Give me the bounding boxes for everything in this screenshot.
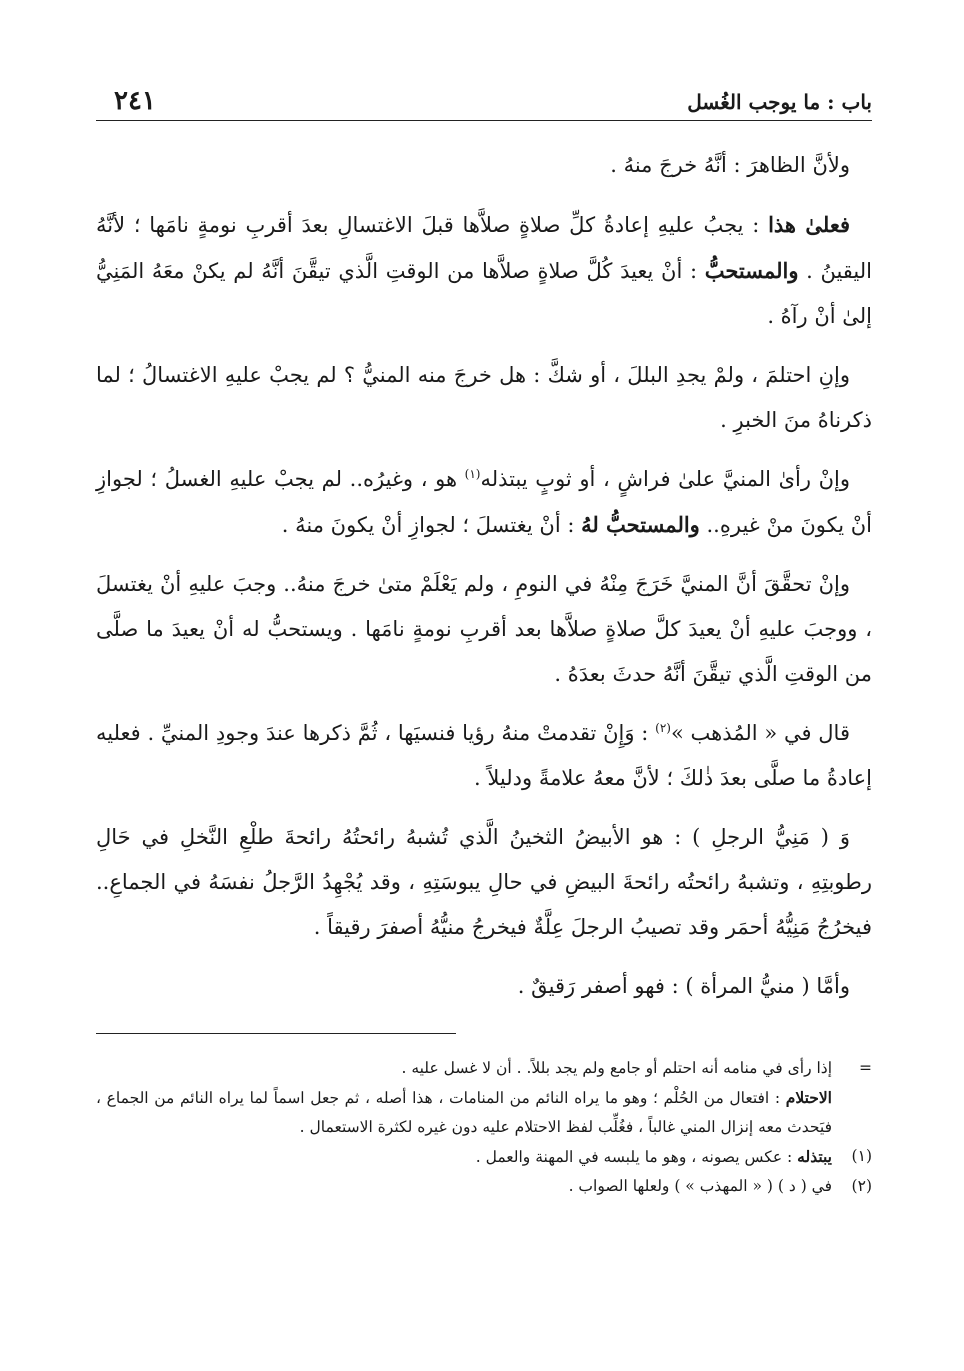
footnote-text: : عكس يصونه ، وهو ما يلبسه في المهنة والعمل . (475, 1148, 798, 1166)
paragraph-text: وَ ( مَنِيُّ الرجلِ ) : هو الأبيضُ الثخينُ الَّذي تُشبهُ رائحتُهُ رائحةَ طلْعِ النَّخلِ في حَالِ رطوبتِهِ ، وتشبهُ رائحتُه رائحةَ البيضِ في حالِ يبوسَتِهِ ، وقد يُجْهِدُ الرَّجلُ نفسَهُ في الجماعِ.. فيخرُجُ مَنِيُّهُ أحمَر وقد تصيبُ الرجلَ عِلَّةٌ فيخرجُ منيُّهُ أصفرَ رقيقاً . (96, 825, 872, 939)
paragraph-text: وإنْ رأىٰ المنيَّ علىٰ فراشٍ ، أو ثوبٍ يبتذله (480, 467, 851, 491)
paragraph-text: : يجبُ عليهِ إعادةُ كلِّ صلاةٍ صلاَّها قبلَ الاغتسالِ بعدَ أقربِ نومةٍ نامَها ؛ لأنَّهُ اليقينُ . (96, 213, 872, 283)
footnote-text: في ( د ) ( « المهذب » ) ولعلها الصواب . (568, 1177, 832, 1195)
body-paragraph (96, 562, 872, 697)
page (96, 80, 872, 1201)
bold-term: فعلىٰ هذا (768, 212, 850, 237)
body-paragraph (96, 353, 872, 443)
paragraph-text: هو ، وغيرُه.. لم يجبْ عليهِ الغسلُ ؛ لجوازِ أنْ يكونَ منْ غيرهِ.. (96, 467, 872, 537)
paragraph-text: وإنْ تحقَّقَ أنَّ المنيَّ خَرَجَ مِنْهُ في النومِ ، ولم يَعْلَمْ متىٰ خرجَ منهُ.. وجبَ عليهِ أنْ يغتسلَ ، ووجبَ عليهِ أنْ يعيدَ كلَّ صلاةٍ صلاَّها بعد أقربِ نومةٍ نامَها . ويستحبُّ له أنْ يعيدَ ما صلَّى من الوقتِ الَّذي تيقَّنَ أنَّهُ حدثَ بعدَهُ . (96, 572, 872, 686)
footnote-continuation-text: إذا رأى في منامه أنه احتلم أو جامع ولم يجد بللاً. . أن لا غسل عليه . (401, 1059, 832, 1077)
body-paragraph (96, 815, 872, 950)
paragraph-text: : أنْ يغتسلَ ؛ لجوازِ أنْ يكونَ منهُ . (281, 513, 582, 537)
body-text (96, 143, 872, 1009)
bold-term: والمستحبُّ لهُ (581, 512, 700, 537)
footnote-continuation (96, 1054, 872, 1083)
footnotes (96, 1054, 872, 1201)
footnote-definition-text: : افتعال من الحُلْم ؛ وهو ما يراه النائم من المنامات ، هذا أصله ، ثم جعل اسماً لما يراه النائم من الجماع ، فيَحدث معه إنزال المني غالباً ، فغُلِّب لفظ الاحتلام عليه دون غيره لكثرة الاستعمال . (96, 1089, 832, 1136)
body-paragraph (96, 143, 872, 188)
bold-term: والمستحبُّ (704, 258, 799, 283)
body-paragraph (96, 711, 872, 801)
footnote-reference: (١) (464, 467, 481, 481)
footnote-definition (96, 1083, 872, 1142)
body-paragraph (96, 202, 872, 339)
paragraph-text: : أنْ يعيدَ كُلَّ صلاةٍ صلاَّها من الوقتِ الَّذي تيقَّنَ أنَّهُ لم يكنْ معَهُ المَنِيُّ إلىٰ أنْ رآهُ . (96, 259, 872, 328)
footnote-reference: (٢) (655, 721, 671, 735)
footnote-2 (96, 1172, 872, 1201)
footnote-1 (96, 1142, 872, 1172)
footnote-marker: (٢) (851, 1177, 872, 1195)
continuation-mark: = (859, 1059, 872, 1077)
footnote-marker: (١) (851, 1147, 872, 1165)
paragraph-text: وأمَّا ( منيُّ المرأة ) : فهو أصفر رَقيقٌ . (517, 974, 850, 998)
body-paragraph (96, 457, 872, 548)
footnote-definition-term: الاحتلام (785, 1088, 832, 1107)
chapter-title: باب : ما يوجب الغُسل (687, 90, 872, 114)
paragraph-text: وإنِ احتلمَ ، ولمْ يجدِ البللَ ، أو شكَّ : هل خرجَ منه المنيُّ ؟ لم يجبْ عليهِ الاغتسالُ ؛ لما ذكرناهُ منَ الخبرِ . (96, 363, 872, 432)
footnote-term: يبتذله (797, 1147, 832, 1166)
paragraph-text: : وَإِنْ تقدمتْ منهُ رؤيا فنسيَها ، ثُمَّ ذكرها عندَ وجودِ المنيِّ . فعليه إعادةُ ما صلَّى بعدَ ذٰلكَ ؛ لأنَّ معهُ علامةً ودليلاً . (96, 721, 872, 790)
paragraph-text: ولأنَّ الظاهرَ : أنَّهُ خرجَ منهُ . (610, 153, 850, 177)
body-paragraph (96, 964, 872, 1009)
page-number: ٢٤١ (114, 86, 156, 116)
running-header (96, 80, 872, 121)
footnote-separator (96, 1033, 456, 1034)
paragraph-text: قال في « المُذهب » (670, 721, 850, 745)
